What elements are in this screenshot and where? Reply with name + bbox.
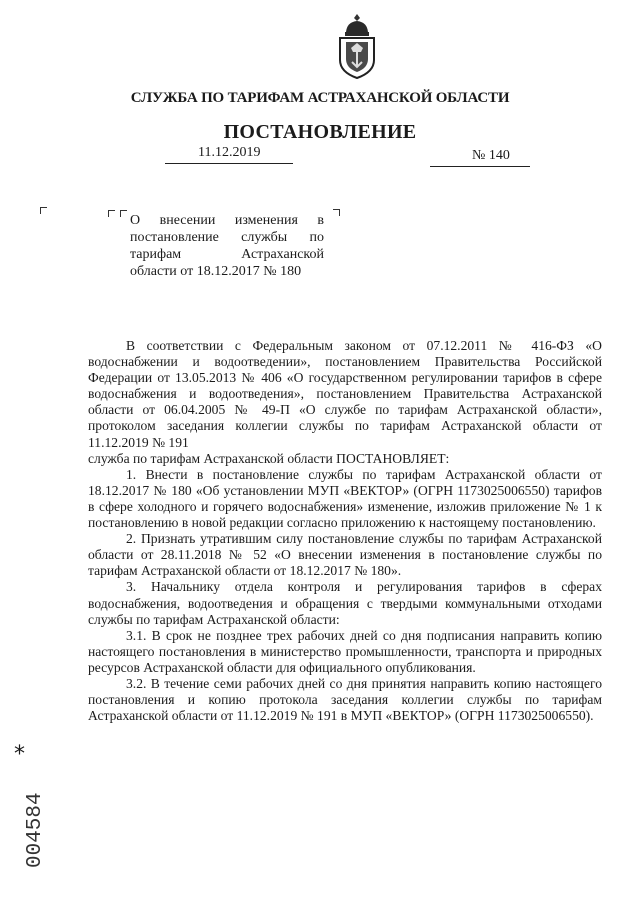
stamp-star-mark: * xyxy=(14,742,25,767)
resolves-line: служба по тарифам Астраханской области ПОСТАНОВЛЯЕТ: xyxy=(88,450,450,466)
stamp-serial-number xyxy=(10,770,50,870)
document-type-title: ПОСТАНОВЛЕНИЕ xyxy=(223,121,417,143)
document-body xyxy=(88,338,602,724)
bracket-corner-subject-left-inner xyxy=(120,210,127,217)
document-number: № 140 xyxy=(472,148,510,163)
item-1-paragraph: 1. Внести в постановление службы по тарифам Астраханской области от 18.12.2017 № 180 «Об установлении МУП «ВЕКТОР» (ОГРН 1173025006550) тарифов в сфере холодного и горячего водоснабжения» изменение, изложив приложение № 1 к постановлению в новой редакции согласно приложению к настоящему постановлению. xyxy=(88,466,602,531)
item-3-2-paragraph: 3.2. В течение семи рабочих дней со дня принятия направить копию настоящего постановления и копию протокола заседания коллегии службы по тарифам Астраханской области от 11.12.2019 № 191 в МУП «ВЕКТОР» (ОГРН 1173025006550). xyxy=(88,675,602,724)
organization-name: СЛУЖБА ПО ТАРИФАМ АСТРАХАНСКОЙ ОБЛАСТИ xyxy=(130,90,510,106)
subject-line: О внесении изменения в xyxy=(130,213,324,228)
coat-of-arms-icon xyxy=(332,12,382,82)
subject-line: области от 18.12.2017 № 180 xyxy=(130,264,302,279)
number-underline xyxy=(430,166,530,167)
bracket-corner-left xyxy=(40,207,47,214)
item-2-paragraph: 2. Признать утратившим силу постановление службы по тарифам Астраханской области от 28.11.2018 № 52 «О внесении изменения в постановление службы по тарифам Астраханской области от 18.12.2017 № 180». xyxy=(88,531,602,579)
subject-line: тарифам Астраханской xyxy=(130,247,324,262)
preamble-paragraph: В соответствии с Федеральным законом от 07.12.2011 № 416-ФЗ «О водоснабжении и водоотведении», постановлением Правительства Российской Федерации от 13.05.2013 № 406 «О государственном регулировании тарифов в сфере водоснабжения и водоотведения», постановлением Правительства Астраханской области от 06.04.2005 № 49-П «О службе по тарифам Астраханской области», протоколом заседания коллегии службы по тарифам Астраханской области от 11.12.2019 № 191 xyxy=(88,338,602,450)
bracket-corner-subject-right xyxy=(333,209,340,216)
item-3-1-paragraph: 3.1. В срок не позднее трех рабочих дней со дня подписания направить копию настоящего постановления в министерство промышленности, транспорта и природных ресурсов Астраханской области для официального опубликования. xyxy=(88,627,602,675)
bracket-corner-subject-left xyxy=(108,210,115,217)
document-date: 11.12.2019 xyxy=(198,145,261,160)
subject-line: постановление службы по xyxy=(130,230,324,245)
stamp-serial-text: 004584 xyxy=(24,792,47,868)
date-underline xyxy=(165,163,293,164)
document-subject xyxy=(130,212,324,280)
item-3-paragraph: 3. Начальнику отдела контроля и регулирования тарифов в сферах водоснабжения, водоотведения и обращения с твердыми коммунальными отходами службы по тарифам Астраханской области: xyxy=(88,579,602,627)
